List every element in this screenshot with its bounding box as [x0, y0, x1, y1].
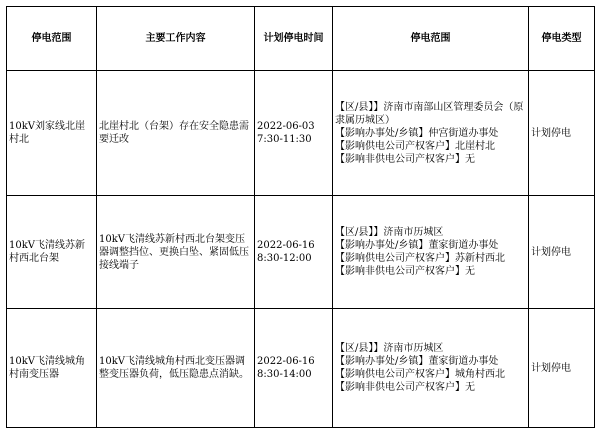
cell-work: 10kV飞清线城角村西北变压器调整变压器负荷，低压隐患点消缺。 — [97, 309, 255, 428]
table-row — [7, 196, 595, 309]
header-scope: 停电范围 — [7, 7, 97, 71]
area-line: 【影响办事处/乡镇】仲宫街道办事处 — [335, 127, 499, 139]
cell-scope: 10kV飞清线苏新村西北台架 — [7, 196, 97, 309]
header-work: 主要工作内容 — [97, 7, 255, 71]
area-line: 【区/县】】济南市历城区 — [335, 343, 444, 354]
cell-work: 10kV飞清线苏新村西北台架变压器调整挡位、更换白坠、紧固低压接线端子 — [97, 196, 255, 309]
area-line: 【影响供电公司产权客户】城角村西北 — [335, 369, 505, 380]
area-line: 【影响供电公司产权客户】北崖村北 — [335, 140, 495, 152]
area-line: 【影响非供电公司产权客户】无 — [335, 382, 475, 393]
cell-work: 北崖村北（台架）存在安全隐患需要迁改 — [97, 71, 255, 196]
cell-date: 2022-06-16 — [257, 356, 315, 367]
cell-date: 2022-06-16 — [257, 240, 315, 251]
area-line: 【影响非供电公司产权客户】无 — [335, 153, 475, 165]
cell-time — [255, 71, 333, 196]
cell-hours: 8:30-12:00 — [257, 253, 312, 264]
cell-time — [255, 196, 333, 309]
area-line: 【影响办事处/乡镇】董家街道办事处 — [335, 240, 499, 251]
cell-area — [333, 196, 529, 309]
table-row — [7, 71, 595, 196]
cell-time — [255, 309, 333, 428]
table-row — [7, 309, 595, 428]
outage-table — [6, 6, 595, 428]
header-time: 计划停电时间 — [255, 7, 333, 71]
area-line: 【区/县】】济南市南部山区管理委员会（原隶属历城区） — [335, 101, 524, 126]
cell-area — [333, 71, 529, 196]
cell-hours: 8:30-14:00 — [257, 369, 312, 380]
cell-type: 计划停电 — [529, 71, 595, 196]
cell-type: 计划停电 — [529, 196, 595, 309]
cell-scope: 10kV飞清线城角村南变压器 — [7, 309, 97, 428]
header-area: 停电范围 — [333, 7, 529, 71]
header-type: 停电类型 — [529, 7, 595, 71]
table-header-row — [7, 7, 595, 71]
outage-notice-page — [6, 6, 594, 430]
area-line: 【区/县】】济南市历城区 — [335, 227, 444, 238]
cell-area — [333, 309, 529, 428]
cell-date: 2022-06-03 — [257, 121, 315, 132]
cell-hours: 7:30-11:30 — [257, 134, 312, 145]
area-line: 【影响非供电公司产权客户】无 — [335, 266, 475, 277]
cell-scope: 10kV刘家线北崖村北 — [7, 71, 97, 196]
area-line: 【影响供电公司产权客户】苏新村西北 — [335, 253, 505, 264]
cell-type: 计划停电 — [529, 309, 595, 428]
area-line: 【影响办事处/乡镇】董家街道办事处 — [335, 356, 499, 367]
